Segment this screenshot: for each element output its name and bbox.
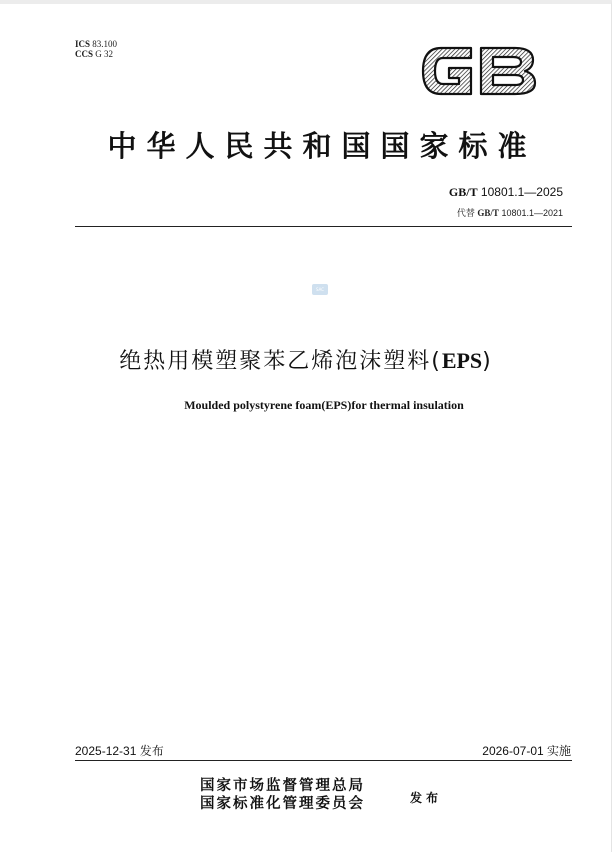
footer-divider — [75, 760, 572, 761]
document-subtitle-english: Moulded polystyrene foam(EPS)for thermal insulation — [184, 398, 464, 412]
standard-type-heading: 中华人民共和国国家标准 — [107, 129, 537, 163]
gb-logo-icon — [419, 42, 539, 100]
issuer-samr: 国家市场监督管理总局 — [200, 777, 365, 794]
ics-code: ICS 83.100 — [75, 39, 118, 49]
ccs-code: CCS G 32 — [75, 49, 114, 59]
implementation-date: 2026-07-01 实施 — [482, 744, 571, 758]
replaces-standard: 代替 GB/T 10801.1—2021 — [456, 208, 563, 218]
issue-date: 2025-12-31 发布 — [75, 744, 164, 758]
sac-stamp-icon: SAC — [312, 284, 328, 295]
issue-label: 发布 — [410, 791, 443, 805]
header-divider — [75, 226, 572, 227]
issuer-sac: 国家标准化管理委员会 — [200, 795, 365, 812]
standard-number: GB/T 10801.1—2025 — [448, 185, 563, 199]
classification-codes — [75, 39, 117, 59]
document-title: 绝热用模塑聚苯乙烯泡沫塑料(EPS) — [119, 348, 493, 374]
issuing-authorities — [200, 777, 365, 813]
